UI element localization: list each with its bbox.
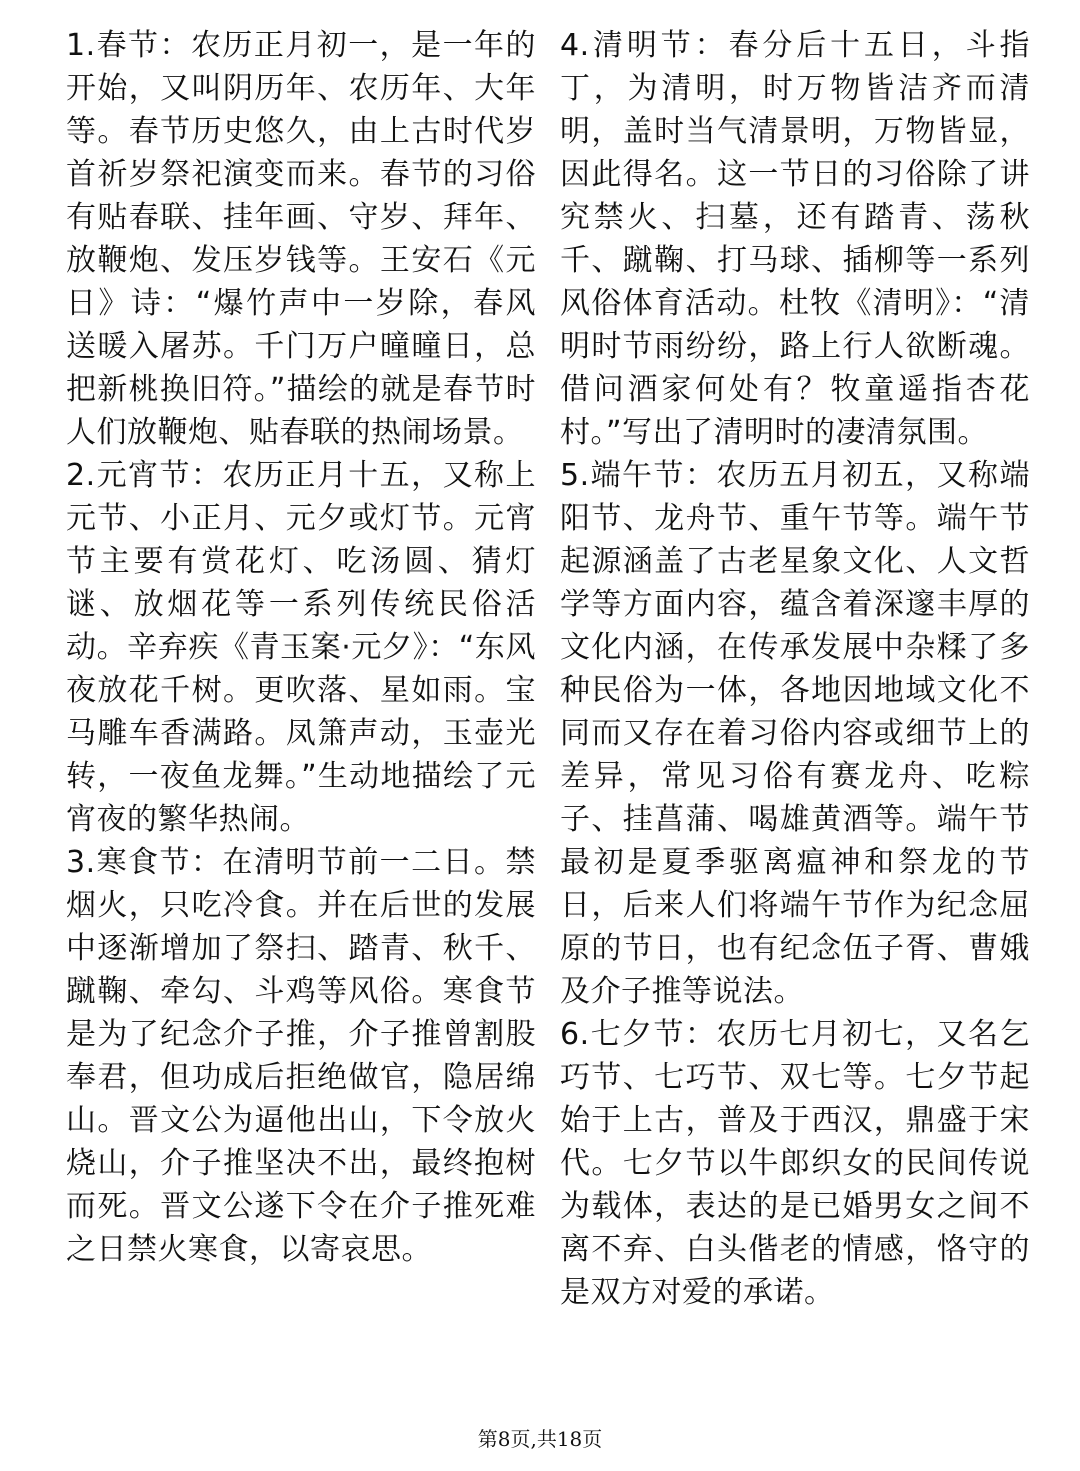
entry-text: 端午节：农历五月初五，又称端阳节、龙舟节、重午节等。端午节起源涵盖了古老星象文化、人文哲学等方面内容，蕴含着深邃丰厚的文化内涵，在传承发展中杂糅了多种民俗为一体，各地因地域文化不同而又存在着习俗内容或细节上的差异，常见习俗有赛龙舟、吃粽子、挂菖蒲、喝雄黄酒等。端午节最初是夏季驱离瘟神和祭龙的节日，后来人们将端午节作为纪念屈原的节日，也有纪念伍子胥、曹娥及介子推等说法。: [560, 458, 1030, 1009]
entry-text: 七夕节：农历七月初七，又名乞巧节、七巧节、双七等。七夕节起始于上古，普及于西汉，鼎盛于宋代。七夕节以牛郎织女的民间传说为载体，表达的是已婚男女之间不离不弃、白头偕老的情感，恪守的是双方对爱的承诺。: [560, 1017, 1030, 1310]
entry-number: 6.: [560, 1017, 590, 1052]
festival-entry-lantern-festival: [66, 454, 536, 841]
entry-number: 4.: [560, 28, 590, 63]
entry-text: 清明节：春分后十五日，斗指丁，为清明，时万物皆洁齐而清明，盖时当气清景明，万物皆显，因此得名。这一节日的习俗除了讲究禁火、扫墓，还有踏青、荡秋千、蹴鞠、打马球、插柳等一系列风俗体育活动。杜牧《清明》：“清明时节雨纷纷，路上行人欲断魂。借问酒家何处有？牧童遥指杏花村。”写出了清明时的凄清氛围。: [560, 28, 1030, 450]
entry-text: 元宵节：农历正月十五，又称上元节、小正月、元夕或灯节。元宵节主要有赏花灯、吃汤圆、猜灯谜、放烟花等一系列传统民俗活动。辛弃疾《青玉案·元夕》：“东风夜放花千树。更吹落、星如雨。宝马雕车香满路。凤箫声动，玉壶光转，一夜鱼龙舞。”生动地描绘了元宵夜的繁华热闹。: [66, 458, 536, 837]
entry-text: 春节：农历正月初一，是一年的开始，又叫阴历年、农历年、大年等。春节历史悠久，由上古时代岁首祈岁祭祀演变而来。春节的习俗有贴春联、挂年画、守岁、拜年、放鞭炮、发压岁钱等。王安石《元日》诗：“爆竹声中一岁除，春风送暖入屠苏。千门万户曈曈日，总把新桃换旧符。”描绘的就是春节时人们放鞭炮、贴春联的热闹场景。: [66, 28, 536, 450]
left-column: [66, 24, 536, 1271]
entry-number: 1.: [66, 28, 96, 63]
festival-entry-qixi: [560, 1013, 1030, 1314]
festival-entry-qingming: [560, 24, 1030, 454]
page-number-footer: 第8页,共18页: [477, 1427, 603, 1451]
entry-number: 5.: [560, 458, 590, 493]
entry-number: 3.: [66, 845, 96, 880]
entry-text: 寒食节：在清明节前一二日。禁烟火，只吃冷食。并在后世的发展中逐渐增加了祭扫、踏青、秋千、蹴鞠、牵勾、斗鸡等风俗。寒食节是为了纪念介子推，介子推曾割股奉君，但功成后拒绝做官，隐居绵山。晋文公为逼他出山，下令放火烧山，介子推坚决不出，最终抱树而死。晋文公遂下令在介子推死难之日禁火寒食，以寄哀思。: [66, 845, 536, 1267]
festival-entry-dragon-boat: [560, 454, 1030, 1013]
right-column: [560, 24, 1030, 1314]
festival-entry-spring-festival: [66, 24, 536, 454]
festival-entry-cold-food-festival: [66, 841, 536, 1271]
entry-number: 2.: [66, 458, 96, 493]
